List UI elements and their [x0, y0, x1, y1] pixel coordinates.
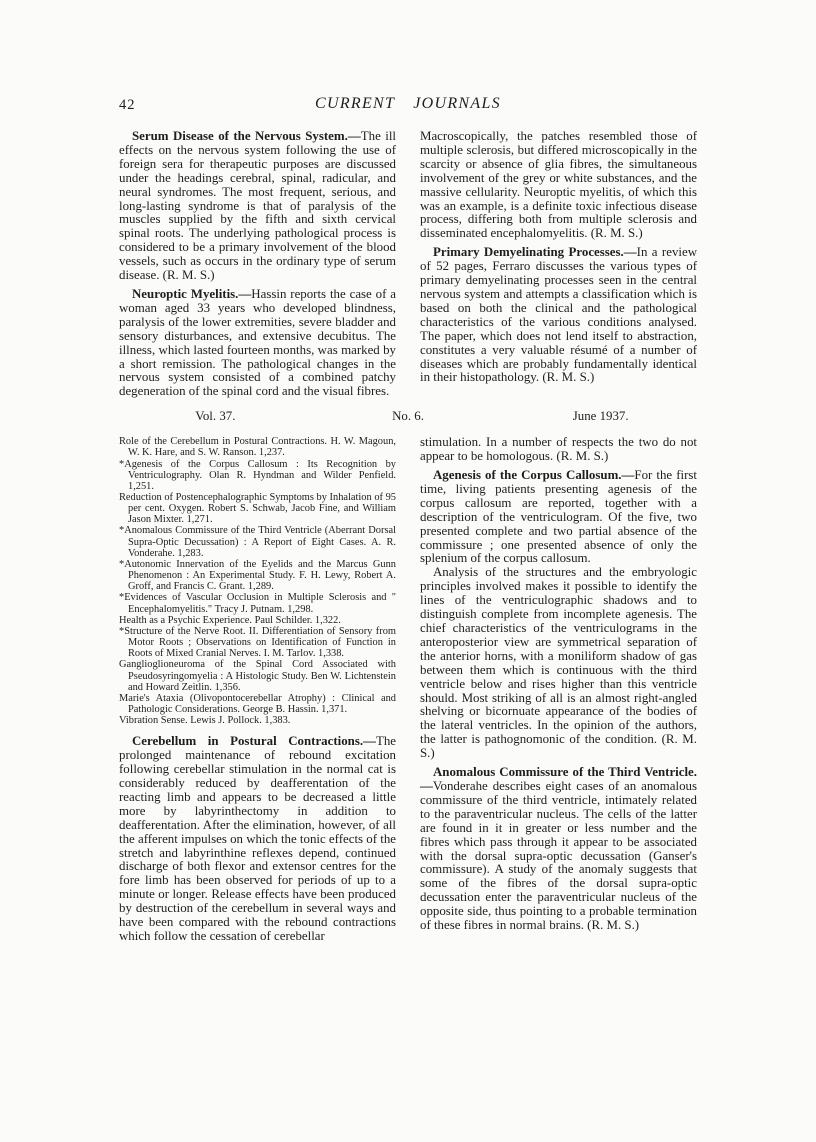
top-left-column — [119, 130, 396, 399]
toc-entry: *Structure of the Nerve Root. II. Differentiation of Sensory from Motor Roots ; Observations on Identification of Function in Roots of Mixed Cranial Nerves. I. M. Tarlov. 1,338. — [119, 625, 396, 660]
abstract-title: Agenesis of the Corpus Callosum.— — [433, 468, 635, 483]
abstracts-bottom-section — [119, 436, 697, 944]
page-number: 42 — [119, 97, 136, 113]
top-right-column — [420, 130, 697, 399]
abstract-primary-demyelinating — [420, 246, 697, 385]
toc-entry: Vibration Sense. Lewis J. Pollock. 1,383. — [119, 715, 291, 727]
toc-entry: *Autonomic Innervation of the Eyelids and the Marcus Gunn Phenomenon : An Experimental Study. F. H. Lewy, Robert A. Groff, and Francis C. Grant. 1,289. — [119, 558, 396, 593]
abstract-text: For the first time, living patients presenting agenesis of the corpus callosum are reported, together with a description of the ventriculogram. Of the five, two presented complete and two partial absence of the commissure ; one presented absence of only the splenium of the corpus callosum. — [420, 468, 697, 566]
toc-entry: Ganglioglioneuroma of the Spinal Cord Associated with Pseudosyringomyelia : A Histologic Study. Ben W. Lichtenstein and Howard Zeitlin. 1,356. — [119, 659, 396, 693]
issue-date-label: June 1937. — [572, 409, 629, 424]
toc-entry: *Evidences of Vascular Occlusion in Multiple Sclerosis and " Encephalomyelitis." Tracy J. Putnam. 1,298. — [119, 592, 396, 615]
abstract-agenesis-corpus-callosum — [420, 469, 697, 566]
bottom-left-column — [119, 436, 396, 944]
abstract-cerebellum-postural — [119, 735, 396, 944]
abstract-text: Vonderahe describes eight cases of an anomalous commissure of the third ventricle, intimately related to the paraventricular nucleus. The cells of the latter are found in it in greater or less number and the fibres which pass through it appear to be associated with the dorsal supra-optic decussation (Ganser's commissure). A study of the anomaly suggests that some of the fibres of the dorsal supra-optic decussation enter the paraventricular nucleus of the opposite side, thus pointing to a probable termination of these fibres in normal brains. (R. M. S.) — [420, 778, 697, 933]
issue-number-label: No. 6. — [392, 409, 424, 424]
abstract-text: The prolonged maintenance of rebound excitation following cerebellar stimulation in the normal cat is considerably reduced by deafferentation of the reacting limb and appears to be decreased a little more by labyrinthectomy in addition to deafferentation. After the elimination, however, of all the afferent impulses on which the tonic effects of the stretch and labyrinthine reflexes depend, continued discharge of both flexor and extensor centres for the fore limb has been observed for periods of up to a minute or longer. Release effects have been produced by destruction of the cerebellum in several ways and have been compared with the rebound contractions which follow the cessation of cerebellar — [119, 734, 396, 943]
toc-entry: Reduction of Postencephalographic Symptoms by Inhalation of 95 per cent. Oxygen. Robert S. Schwab, Jacob Fine, and William Jason Mixter. 1,271. — [119, 492, 396, 526]
toc-entry: Health as a Psychic Experience. Paul Schilder. 1,322. — [119, 614, 341, 626]
abstract-serum-disease — [119, 130, 396, 283]
abstract-title: Serum Disease of the Nervous System.— — [132, 129, 361, 143]
abstract-agenesis-analysis-paragraph — [420, 566, 697, 761]
abstract-cerebellum-continuation — [420, 436, 697, 464]
toc-entry: *Agenesis of the Corpus Callosum : Its Recognition by Ventriculography. Olan R. Hyndman and Wilder Penfield. 1,251. — [119, 458, 396, 492]
abstract-title: Cerebellum in Postural Contractions.— — [132, 734, 376, 749]
abstract-title: Anomalous Commissure of the Third Ventricle.— — [420, 765, 697, 793]
abstract-neuroptic-myelitis — [119, 288, 396, 399]
abstract-text: In a review of 52 pages, Ferraro discusses the various types of primary demyelinating processes seen in the central nervous system and attempts a classification which is based on both the clinical and the pathological characteristics of the various conditions analysed. The paper, which does not lend itself to abstraction, constitutes a very valuable résumé of a number of diseases which are probably fundamentally identical in their histopathology. (R. M. S.) — [420, 245, 697, 385]
abstract-title: Neuroptic Myelitis.— — [132, 286, 252, 301]
issue-header — [119, 409, 697, 423]
toc-entry: Marie's Ataxia (Olivopontocerebellar Atrophy) : Clinical and Pathologic Considerations. George B. Hassin. 1,371. — [119, 692, 396, 715]
bottom-right-column — [420, 436, 697, 944]
abstract-text: Hassin reports the case of a woman aged 33 years who developed blindness, paralysis of the lower extremities, severe bladder and sensory disturbances, and extensive decubitus. The illness, which lasted fourteen months, was marked by a short remission. The pathological changes in the nervous system consisted of a combined patchy degeneration of the spinal cord and the visual fibres. — [119, 286, 397, 399]
journal-title: CURRENT JOURNALS — [315, 95, 501, 112]
abstracts-top-section — [119, 130, 697, 399]
table-of-contents — [119, 436, 396, 726]
abstract-neuroptic-myelitis-continuation — [420, 130, 697, 241]
page-header — [119, 95, 697, 115]
abstract-anomalous-commissure — [420, 766, 697, 933]
abstract-text: stimulation. In a number of respects the two do not appear to be homologous. (R. M. S.) — [420, 435, 697, 464]
volume-label: Vol. 37. — [195, 409, 236, 424]
toc-entry: *Anomalous Commissure of the Third Ventricle (Aberrant Dorsal Supra-Optic Decussation) : A Report of Eight Cases. A. R. Vonderahe. 1,283. — [119, 525, 396, 559]
toc-entry: Role of the Cerebellum in Postural Contractions. H. W. Magoun, W. K. Hare, and S. W. Ranson. 1,237. — [119, 436, 396, 459]
abstract-text: Analysis of the structures and the embryologic principles involved makes it possible to identify the lines of the ventriculographic shadows and to distinguish complete from incomplete agenesis. The chief characteristics of the ventriculograms in the anteroposterior view are symmetrical separation of the anterior horns, with a moniliform shadow of gas between them which is continuous with the third ventricle below and rises higher than this ventricle should. Most striking of all is an almost right-angled shelving or bicornuate appearance of the bodies of the lateral ventricles. In the opinion of the authors, the latter is pathognomonic of the condition. (R. M. S.) — [420, 565, 697, 761]
abstract-text: Macroscopically, the patches resembled those of multiple sclerosis, but differed microscopically in the scarcity or absence of glia fibres, the simultaneous involvement of the grey or white substances, and the massive cellularity. Neuroptic myelitis, of which this was an example, is a definite toxic infectious disease process, differing both from multiple sclerosis and disseminated encephalomyelitis. (R. M. S.) — [420, 129, 697, 241]
abstract-title: Primary Demyelinating Processes.— — [433, 245, 637, 260]
abstract-text: The ill effects on the nervous system following the use of foreign sera for therapeutic purposes are discussed under the headings cerebral, spinal, radicular, and neural syndromes. The most frequent, serious, and long-lasting syndrome is that of paralysis of the muscles supplied by the fifth and sixth cervical spinal roots. The underlying pathological process is considered to be a primary involvement of the blood vessels, such as occurs in the ordinary type of serum disease. (R. M. S.) — [119, 129, 396, 283]
